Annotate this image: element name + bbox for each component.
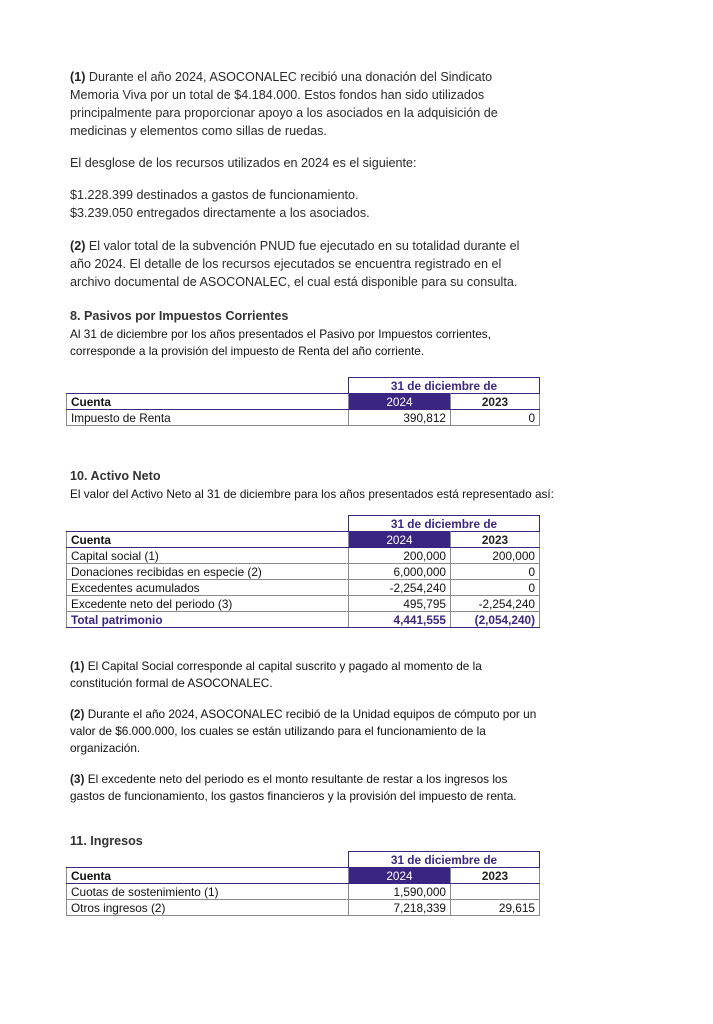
paragraph-breakdown	[70, 154, 630, 172]
table-row	[67, 596, 540, 612]
text-line: $3.239.050 entregados directamente a los asociados.	[70, 206, 370, 220]
text-line: corresponde a la provisión del impuesto de Renta del año corriente.	[70, 344, 425, 358]
text-line: medicinas y elementos como sillas de ruedas.	[70, 124, 327, 138]
cell-2024: 200,000	[349, 548, 451, 564]
cell-2024: 495,795	[349, 596, 451, 612]
cell-account: Cuotas de sostenimiento (1)	[67, 884, 349, 900]
cell-total-2023: (2,054,240)	[451, 612, 540, 628]
table-header-row	[67, 868, 540, 884]
text-line: El Capital Social corresponde al capital suscrito y pagado al momento de la	[84, 659, 482, 673]
table-income	[66, 851, 540, 916]
cell-2023: 29,615	[451, 900, 540, 916]
cell-2023: -2,254,240	[451, 596, 540, 612]
cell-account: Excedente neto del periodo (3)	[67, 596, 349, 612]
note-marker: (2)	[70, 239, 86, 253]
column-header-2023: 2023	[451, 532, 540, 548]
table-net-assets	[66, 515, 540, 628]
text-line: Durante el año 2024, ASOCONALEC recibió de la Unidad equipos de cómputo por un	[84, 707, 537, 721]
note-marker: (1)	[70, 659, 85, 673]
text-line: El valor total de la subvención PNUD fue ejecutado en su totalidad durante el	[85, 239, 520, 253]
cell-2024: -2,254,240	[349, 580, 451, 596]
text-line: valor de $6.000.000, los cuales se están utilizando para el funcionamiento de la	[70, 724, 486, 738]
column-header-2024: 2024	[349, 394, 451, 410]
text-line: El excedente neto del periodo es el monto resultante de restar a los ingresos los	[84, 772, 508, 786]
period-header: 31 de diciembre de	[349, 378, 540, 394]
cell-2024: 390,812	[349, 410, 451, 426]
table-header-row	[67, 394, 540, 410]
text-line: El valor del Activo Neto al 31 de diciembre para los años presentados está representado así:	[70, 487, 554, 501]
text-line: constitución formal de ASOCONALEC.	[70, 676, 273, 690]
note-3	[70, 771, 590, 805]
cell-2024: 6,000,000	[349, 564, 451, 580]
text-line: principalmente para proporcionar apoyo a los asociados en la adquisición de	[70, 106, 498, 120]
table-row	[67, 900, 540, 916]
column-header-2024: 2024	[349, 532, 451, 548]
text-line: Memoria Viva por un total de $4.184.000. Estos fondos han sido utilizados	[70, 88, 485, 102]
text-line: $1.228.399 destinados a gastos de funcionamiento.	[70, 188, 359, 202]
cell-total-2024: 4,441,555	[349, 612, 451, 628]
note-marker: (2)	[70, 707, 85, 721]
note-1	[70, 658, 590, 692]
period-header: 31 de diciembre de	[349, 516, 540, 532]
cell-2024: 1,590,000	[349, 884, 451, 900]
column-header-account: Cuenta	[67, 868, 349, 884]
column-header-2023: 2023	[451, 868, 540, 884]
period-header: 31 de diciembre de	[349, 852, 540, 868]
note-marker: (1)	[70, 70, 86, 84]
table-total-row	[67, 612, 540, 628]
text-line: Durante el año 2024, ASOCONALEC recibió una donación del Sindicato	[85, 70, 493, 84]
cell-account: Impuesto de Renta	[67, 410, 349, 426]
table-row	[67, 580, 540, 596]
column-header-account: Cuenta	[67, 394, 349, 410]
cell-total-label: Total patrimonio	[67, 612, 349, 628]
section-8-title: 8. Pasivos por Impuestos Corrientes	[70, 309, 289, 323]
cell-account: Donaciones recibidas en especie (2)	[67, 564, 349, 580]
cell-account: Otros ingresos (2)	[67, 900, 349, 916]
column-header-2024: 2024	[349, 868, 451, 884]
section-10-description	[70, 486, 650, 503]
section-8-description	[70, 326, 650, 360]
section-11-title: 11. Ingresos	[70, 834, 143, 848]
table-row	[67, 884, 540, 900]
paragraph-amounts	[70, 186, 630, 222]
table-taxes	[66, 377, 540, 426]
column-header-account: Cuenta	[67, 532, 349, 548]
text-line: año 2024. El detalle de los recursos ejecutados se encuentra registrado en el	[70, 257, 502, 271]
cell-account: Excedentes acumulados	[67, 580, 349, 596]
cell-account: Capital social (1)	[67, 548, 349, 564]
column-header-2023: 2023	[451, 394, 540, 410]
note-2	[70, 706, 590, 757]
text-line: gastos de funcionamiento, los gastos financieros y la provisión del impuesto de renta.	[70, 789, 517, 803]
section-10-title: 10. Activo Neto	[70, 469, 161, 483]
text-line: organización.	[70, 741, 141, 755]
cell-2023: 0	[451, 410, 540, 426]
table-header-row	[67, 532, 540, 548]
paragraph-pnud	[70, 237, 630, 291]
cell-2024: 7,218,339	[349, 900, 451, 916]
cell-2023: 200,000	[451, 548, 540, 564]
cell-2023	[451, 884, 540, 900]
text-line: archivo documental de ASOCONALEC, el cual está disponible para su consulta.	[70, 275, 518, 289]
text-line: El desglose de los recursos utilizados en 2024 es el siguiente:	[70, 156, 417, 170]
cell-2023: 0	[451, 564, 540, 580]
text-line: Al 31 de diciembre por los años presentados el Pasivo por Impuestos corrientes,	[70, 327, 491, 341]
paragraph-donation	[70, 68, 630, 140]
note-marker: (3)	[70, 772, 85, 786]
table-row	[67, 564, 540, 580]
table-row	[67, 548, 540, 564]
table-row	[67, 410, 540, 426]
cell-2023: 0	[451, 580, 540, 596]
